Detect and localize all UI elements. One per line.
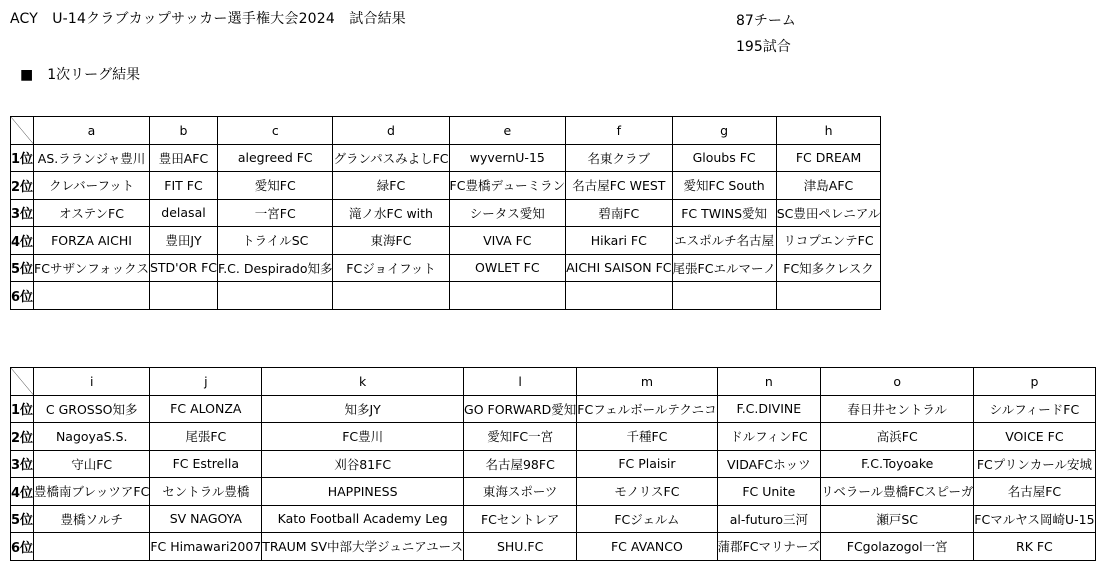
team-cell: 刈谷81FC [262, 450, 464, 478]
team-cell: 豊橋南ブレッツアFC [34, 478, 150, 506]
team-cell: al-futuro三河 [717, 505, 821, 533]
team-cell: FCサザンフォックス [34, 254, 150, 282]
rank-label: 3位 [11, 199, 34, 227]
team-cell: 碧南FC [566, 199, 672, 227]
team-cell: 春日井セントラル [821, 395, 974, 423]
team-cell: NagoyaS.S. [34, 423, 150, 451]
group-header: n [717, 368, 821, 396]
team-cell: GO FORWARD愛知 [464, 395, 577, 423]
table-row [11, 227, 881, 255]
team-cell: VOICE FC [974, 423, 1095, 451]
matches-count: 195試合 [736, 39, 791, 55]
team-cell: 名古屋98FC [464, 450, 577, 478]
group-header: b [149, 117, 217, 145]
group-header: e [449, 117, 566, 145]
team-cell: F.C. Despirado知多 [218, 254, 333, 282]
team-cell [34, 282, 150, 310]
stats-block [736, 8, 796, 60]
header-row [11, 368, 1096, 396]
table-row [11, 395, 1096, 423]
team-cell: 津島AFC [776, 172, 881, 200]
team-cell: トライルSC [218, 227, 333, 255]
team-cell: シルフィードFC [974, 395, 1095, 423]
team-cell [34, 533, 150, 561]
group-header: d [333, 117, 449, 145]
teams-count: 87チーム [736, 13, 796, 29]
team-cell: 名東クラブ [566, 144, 672, 172]
team-cell [566, 282, 672, 310]
team-cell: FC豊橋デューミラン [449, 172, 566, 200]
team-cell: FCマルヤス岡崎U-15 [974, 505, 1095, 533]
team-cell: Hikari FC [566, 227, 672, 255]
team-cell: 知多JY [262, 395, 464, 423]
team-cell: FCフェルボールテクニコ [577, 395, 717, 423]
table-row [11, 254, 881, 282]
team-cell: HAPPINESS [262, 478, 464, 506]
corner-cell [11, 117, 34, 145]
group-header: j [150, 368, 262, 396]
team-cell: FIT FC [149, 172, 217, 200]
team-cell [218, 282, 333, 310]
team-cell: VIVA FC [449, 227, 566, 255]
team-cell: 名古屋FC WEST [566, 172, 672, 200]
team-cell: 滝ノ水FC with [333, 199, 449, 227]
team-cell: FC AVANCO [577, 533, 717, 561]
rank-label: 1位 [11, 395, 34, 423]
team-cell: delasal [149, 199, 217, 227]
rank-label: 5位 [11, 505, 34, 533]
table-row [11, 172, 881, 200]
team-cell [776, 282, 881, 310]
team-cell: セントラル豊橋 [150, 478, 262, 506]
team-cell: 東海FC [333, 227, 449, 255]
group-header: g [672, 117, 776, 145]
team-cell: 高浜FC [821, 423, 974, 451]
team-cell: FC Himawari2007 [150, 533, 262, 561]
team-cell: F.C.DIVINE [717, 395, 821, 423]
team-cell: 緑FC [333, 172, 449, 200]
rank-label: 3位 [11, 450, 34, 478]
table-row [11, 423, 1096, 451]
team-cell: 尾張FC [150, 423, 262, 451]
team-cell: SHU.FC [464, 533, 577, 561]
team-cell: AICHI SAISON FC [566, 254, 672, 282]
team-cell: 蒲郡FCマリナーズ [717, 533, 821, 561]
team-cell: wyvernU-15 [449, 144, 566, 172]
team-cell [333, 282, 449, 310]
team-cell: 瀬戸SC [821, 505, 974, 533]
team-cell: 名古屋FC [974, 478, 1095, 506]
group-header: c [218, 117, 333, 145]
team-cell [449, 282, 566, 310]
team-cell: リベラール豊橋FCスピーガ [821, 478, 974, 506]
group-header: p [974, 368, 1095, 396]
rank-label: 4位 [11, 478, 34, 506]
table-row [11, 282, 881, 310]
page-title: ACY U-14クラブカップサッカー選手権大会2024 試合結果 [10, 11, 406, 27]
team-cell: FCプリンカール安城 [974, 450, 1095, 478]
table-row [11, 450, 1096, 478]
table-row [11, 478, 1096, 506]
team-cell: 尾張FCエルマーノ [672, 254, 776, 282]
rank-label: 2位 [11, 172, 34, 200]
team-cell: FCセントレア [464, 505, 577, 533]
rank-label: 4位 [11, 227, 34, 255]
rank-label: 5位 [11, 254, 34, 282]
rank-label: 2位 [11, 423, 34, 451]
team-cell: C GROSSO知多 [34, 395, 150, 423]
team-cell: 豊田JY [149, 227, 217, 255]
team-cell: 千種FC [577, 423, 717, 451]
team-cell: FC DREAM [776, 144, 881, 172]
group-header: h [776, 117, 881, 145]
team-cell: FCgolazogol一宮 [821, 533, 974, 561]
group-header: l [464, 368, 577, 396]
team-cell: 一宮FC [218, 199, 333, 227]
team-cell: 東海スポーツ [464, 478, 577, 506]
team-cell [672, 282, 776, 310]
team-cell: クレバーフット [34, 172, 150, 200]
team-cell: 愛知FC [218, 172, 333, 200]
team-cell: 豊田AFC [149, 144, 217, 172]
team-cell: SV NAGOYA [150, 505, 262, 533]
table-row [11, 144, 881, 172]
team-cell: 守山FC [34, 450, 150, 478]
group-header: i [34, 368, 150, 396]
team-cell: SC豊田ペレニアル [776, 199, 881, 227]
team-cell [149, 282, 217, 310]
team-cell: Gloubs FC [672, 144, 776, 172]
team-cell: F.C.Toyoake [821, 450, 974, 478]
team-cell: FC Unite [717, 478, 821, 506]
team-cell: オステンFC [34, 199, 150, 227]
group-header: k [262, 368, 464, 396]
team-cell: STD'OR FC [149, 254, 217, 282]
team-cell: FC Estrella [150, 450, 262, 478]
team-cell: 豊橋ソルチ [34, 505, 150, 533]
team-cell: FC知多クレスク [776, 254, 881, 282]
rank-label: 1位 [11, 144, 34, 172]
group-header: o [821, 368, 974, 396]
team-cell: ドルフィンFC [717, 423, 821, 451]
table-row [11, 199, 881, 227]
corner-cell [11, 368, 34, 396]
team-cell: TRAUM SV中部大学ジュニアユース [262, 533, 464, 561]
group-header: a [34, 117, 150, 145]
team-cell: FCジョイフット [333, 254, 449, 282]
team-cell: RK FC [974, 533, 1095, 561]
rank-label: 6位 [11, 282, 34, 310]
team-cell: AS.ラランジャ豊川 [34, 144, 150, 172]
team-cell: 愛知FC South [672, 172, 776, 200]
team-cell: グランパスみよしFC [333, 144, 449, 172]
group-header: f [566, 117, 672, 145]
team-cell: モノリスFC [577, 478, 717, 506]
team-cell: 愛知FC一宮 [464, 423, 577, 451]
team-cell: リコプエンテFC [776, 227, 881, 255]
team-cell: FCジェルム [577, 505, 717, 533]
table-row [11, 533, 1096, 561]
team-cell: FC Plaisir [577, 450, 717, 478]
league-table-i-p [10, 367, 1096, 561]
team-cell: FORZA AICHI [34, 227, 150, 255]
table-row [11, 505, 1096, 533]
league-table-a-h [10, 116, 881, 310]
team-cell: FC TWINS愛知 [672, 199, 776, 227]
team-cell: VIDAFCホッツ [717, 450, 821, 478]
section-title: ■ 1次リーグ結果 [20, 67, 141, 83]
team-cell: alegreed FC [218, 144, 333, 172]
rank-label: 6位 [11, 533, 34, 561]
team-cell: シータス愛知 [449, 199, 566, 227]
team-cell: FC豊川 [262, 423, 464, 451]
header-row [11, 117, 881, 145]
team-cell: FC ALONZA [150, 395, 262, 423]
team-cell: エスポルチ名古屋 [672, 227, 776, 255]
team-cell: OWLET FC [449, 254, 566, 282]
team-cell: Kato Football Academy Leg [262, 505, 464, 533]
group-header: m [577, 368, 717, 396]
